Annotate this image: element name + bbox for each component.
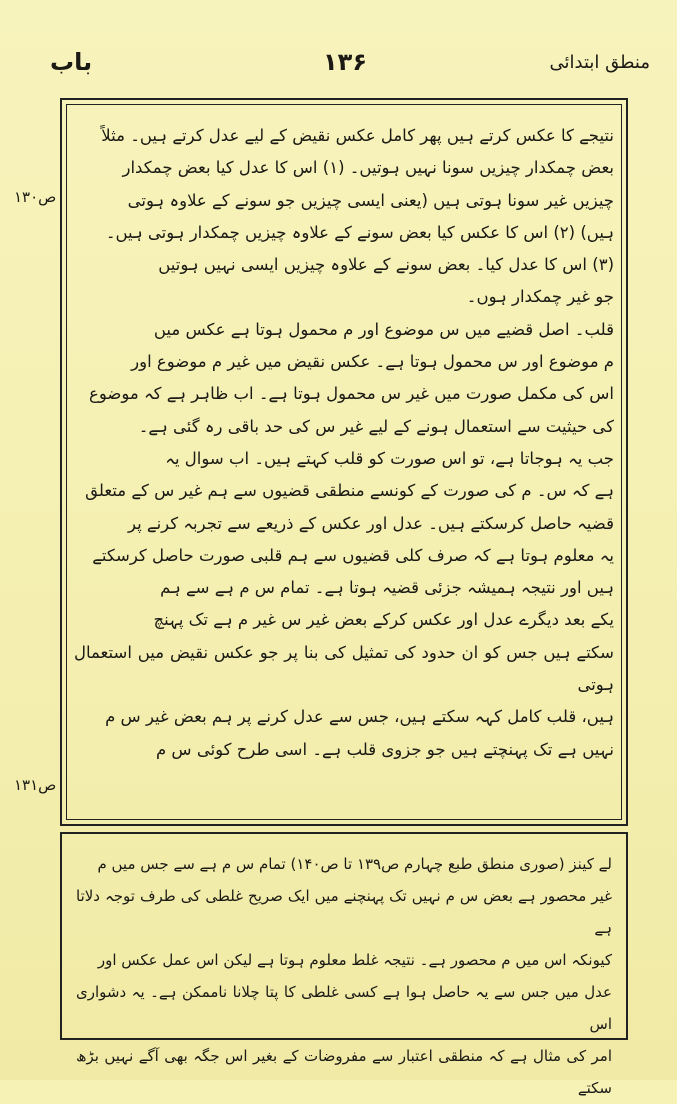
footnote-line: کیونکہ اس میں م محصور ہے۔ نتیجہ غلط معلوم ہوتا ہے لیکن اس عمل عکس اور [97, 951, 612, 969]
body-line: کی حیثیت سے استعمال ہونے کے لیے غیر س کی حد باقی رہ گئی ہے۔ [138, 416, 614, 436]
body-line: جو غیر چمکدار ہوں۔ [466, 287, 614, 307]
main-text-body [74, 120, 614, 766]
body-line: یکے بعد دیگرے عدل اور عکس کرکے بعض غیر س غیر م ہے تک پہنچ [153, 610, 614, 630]
footnote-body [76, 848, 612, 1104]
main-text-frame [60, 98, 628, 826]
body-line: قضیہ حاصل کرسکتے ہیں۔ عدل اور عکس کے ذریعے سے تجربہ کرنے پر [127, 513, 614, 533]
body-line: سکتے ہیں جس کو ان حدود کی تمثیل کی بنا پر جو عکس نقیض میں استعمال ہوتی [74, 642, 614, 695]
margin-note: ص۱۳۰ [14, 188, 57, 206]
body-line: ہے کہ س۔ م کی صورت کے کونسے منطقی قضیوں سے ہم غیر س کے متعلق [85, 481, 614, 501]
margin-note: ص۱۳۱ [14, 776, 57, 794]
body-line: ہیں اور نتیجہ ہمیشہ جزئی قضیہ ہوتا ہے۔ تمام س م ہے سے ہم [160, 578, 614, 598]
footnote-frame [60, 832, 628, 1097]
book-title: منطق ابتدائی [549, 52, 650, 73]
footnote-line: امر کی مثال ہے کہ منطقی اعتبار سے مفروضات کے بغیر اس جگہ بھی آگے نہیں بڑھ سکتے [76, 1047, 612, 1097]
body-line: اس کی مکمل صورت میں غیر س محمول ہوتا ہے۔ اب ظاہر ہے کہ موضوع [88, 384, 614, 404]
body-line: جب یہ ہوجاتا ہے، تو اس صورت کو قلب کہتے ہیں۔ اب سوال یہ [165, 448, 614, 468]
footnote-line: عدل میں جس سے یہ حاصل ہوا ہے کسی غلطی کا پتا چلانا ناممکن ہے۔ یہ دشواری اس [76, 983, 612, 1033]
body-line: بعض چمکدار چیزیں سونا نہیں ہوتیں۔ (۱) اس کا عدل کیا بعض چمکدار [122, 158, 614, 178]
body-line: نتیجے کا عکس کرتے ہیں پھر کامل عکس نقیض کے لیے عدل کرتے ہیں۔ مثلاً [101, 126, 614, 145]
chapter-label: باب [50, 48, 93, 76]
footnote-line: غیر محصور ہے بعض س م نہیں تک پہنچنے میں ایک صریح غلطی کی طرف توجہ دلاتا ہے [76, 887, 612, 937]
body-line: (۳) اس کا عدل کیا۔ بعض سونے کے علاوہ چیزیں ایسی نہیں ہوتیں [158, 255, 614, 275]
body-line: یہ معلوم ہوتا ہے کہ صرف کلی قضیوں سے ہم قلبی صورت حاصل کرسکتے [92, 545, 614, 565]
page-number: ۱۳۶ [323, 48, 367, 76]
body-line: ہیں) (۲) اس کا عکس کیا بعض سونے کے علاوہ چیزیں چمکدار ہوتی ہیں۔ [105, 222, 614, 242]
body-line: ہیں، قلب کامل کہہ سکتے ہیں، جس سے عدل کرنے پر ہم بعض غیر س م [105, 707, 614, 727]
page-header [40, 48, 650, 84]
body-line: نہیں ہے تک پہنچتے ہیں جو جزوی قلب ہے۔ اسی طرح کوئی س م [155, 739, 614, 759]
body-line: چیزیں غیر سونا ہوتی ہیں (یعنی ایسی چیزیں جو سونے کے علاوہ ہوتی [127, 190, 614, 210]
body-line: قلب۔ اصل قضیے میں س موضوع اور م محمول ہوتا ہے عکس میں [153, 319, 614, 339]
body-line: م موضوع اور س محمول ہوتا ہے۔ عکس نقیض میں غیر م موضوع اور [131, 352, 614, 372]
footnote-line: لے کینز (صوری منطق طبع چہارم ص۱۳۹ تا ص۱۴۰) تمام س م ہے سے جس میں م [97, 855, 612, 873]
